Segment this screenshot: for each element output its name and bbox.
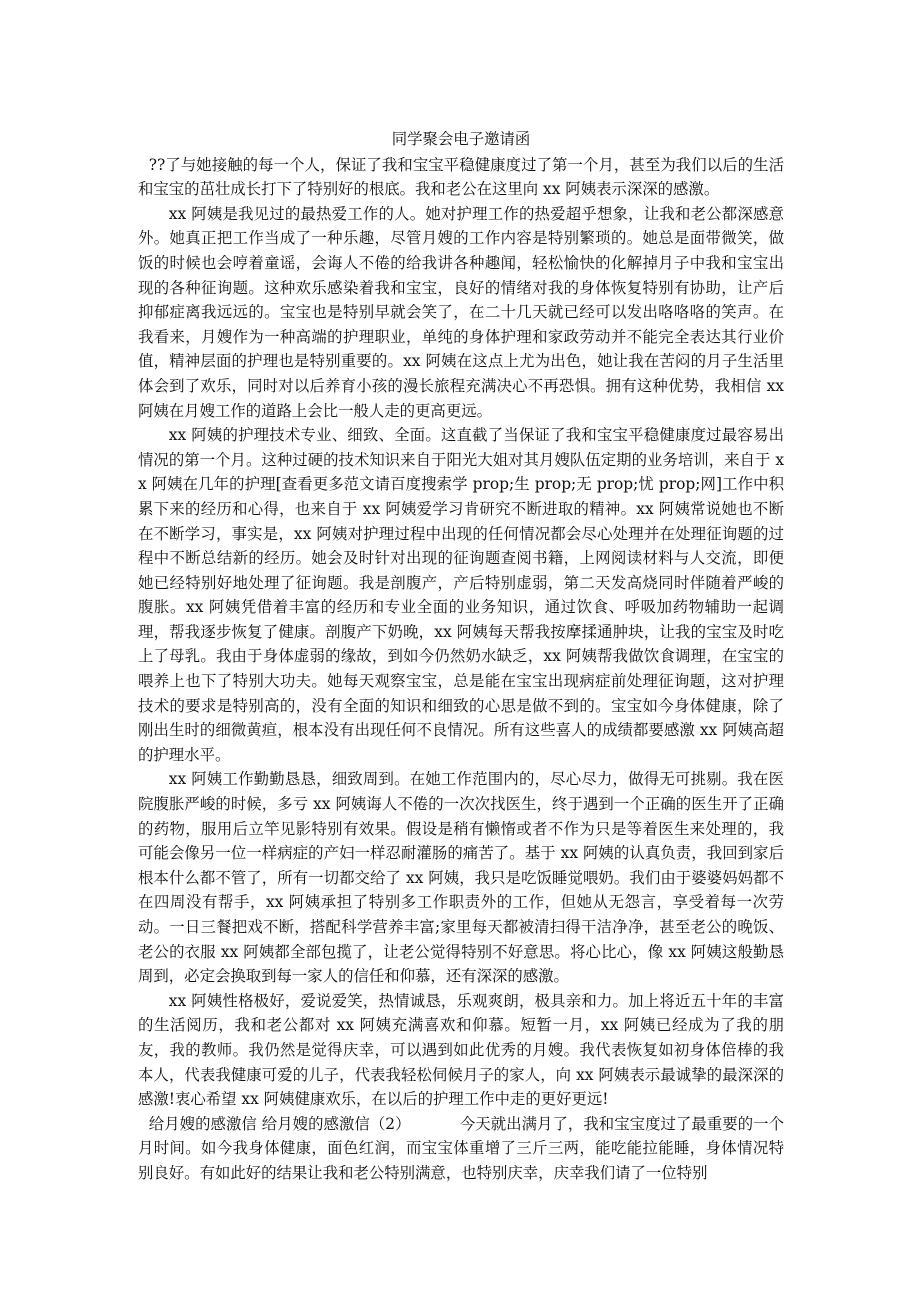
paragraph-1: ??了与她接触的每一个人，保证了我和宝宝平稳健康度过了第一个月，甚至为我们以后的生活和宝宝的茁壮成长打下了特别好的根底。我和老公在这里向 xx 阿姨表示深深的感激。 xyxy=(138,155,784,199)
document-title: 同学聚会电子邀请函 xyxy=(391,130,531,148)
letter-body: 今天就出满月了，我和宝宝度过了最重要的一个月时间。如今我身体健康，面色红润，而宝宝体重增了三斤三两，能吃能拉能睡，身体情况特别良好。有如此好的结果让我和老公特别满意，也特别庆幸，庆幸我们请了一位特别 xyxy=(138,1114,784,1182)
letter-heading: 给月嫂的感激信 给月嫂的感激信（2） xyxy=(148,1114,411,1133)
paragraph-2: xx 阿姨是我见过的最热爱工作的人。她对护理工作的热爱超乎想象，让我和老公都深感意外。她真正把工作当成了一种乐趣，尽管月嫂的工作内容是特别繁琐的。她总是面带微笑，做饭的时候也会哼着童谣，会诲人不倦的给我讲各种趣闻，轻松愉快的化解掉月子中我和宝宝出现的各种征询题。这种欢乐感染着我和宝宝，良好的情绪对我的身体恢复特别有协助，让产后抑郁症离我远远的。宝宝也是特别早就会笑了，在二十几天就已经可以发出咯咯咯的笑声。在我看来，月嫂作为一种高端的护理职业，单纯的身体护理和家政劳动并不能完全表达其行业价值，精神层面的护理也是特别重要的。xx 阿姨在这点上尤为出色，她让我在苦闷的月子生活里体会到了欢乐，同时对以后养育小孩的漫长旅程充满决心不再恐惧。拥有这种优势，我相信 xx 阿姨在月嫂工作的道路上会比一般人走的更高更远。 xyxy=(138,204,784,420)
document-body xyxy=(138,127,784,1186)
paragraph-5: xx 阿姨性格极好，爱说爱笑，热情诚恳，乐观爽朗，极具亲和力。加上将近五十年的丰富的生活阅历，我和老公都对 xx 阿姨充满喜欢和仰慕。短暂一月，xx 阿姨已经成为了我的朋友，我的教师。我仍然是觉得庆幸，可以遇到如此优秀的月嫂。我代表恢复如初身体倍棒的我本人，代表我健康可爱的儿子，代表我轻松伺候月子的家人，向 xx 阿姨表示最诚挚的最深深的感激!衷心希望 xx 阿姨健康欢乐，在以后的护理工作中走的更好更远! xyxy=(138,991,784,1109)
paragraph-3: xx 阿姨的护理技术专业、细致、全面。这直截了当保证了我和宝宝平稳健康度过最容易出情况的第一个月。这种过硬的技术知识来自于阳光大姐对其月嫂队伍定期的业务培训，来自于 xx 阿姨在几年的护理[查看更多范文请百度搜索学 prop;生 prop;无 prop;忧 prop;网]工作中积累下来的经历和心得，也来自于 xx 阿姨爱学习肯研究不断进取的精神。xx 阿姨常说她也不断在不断学习，事实是，xx 阿姨对护理过程中出现的任何情况都会尽心处理并在处理征询题的过程中不断总结新的经历。她会及时针对出现的征询题查阅书籍，上网阅读材料与人交流，即便她已经特别好地处理了征询题。我是剖腹产，产后特别虚弱，第二天发高烧同时伴随着严峻的腹胀。xx 阿姨凭借着丰富的经历和专业全面的业务知识，通过饮食、呼吸加药物辅助一起调理，帮我逐步恢复了健康。剖腹产下奶晚，xx 阿姨每天帮我按摩揉通肿块，让我的宝宝及时吃上了母乳。我由于身体虚弱的缘故，到如今仍然奶水缺乏，xx 阿姨帮我做饮食调理，在宝宝的喂养上也下了特别大功夫。她每天观察宝宝，总是能在宝宝出现病症前处理征询题，这对护理技术的要求是特别高的，没有全面的知识和细致的心思是做不到的。宝宝如今身体健康，除了刚出生时的细微黄疸，根本没有出现任何不良情况。所有这些喜人的成绩都要感激 xx 阿姨高超的护理水平。 xyxy=(138,426,784,764)
paragraph-4: xx 阿姨工作勤勤恳恳，细致周到。在她工作范围内的，尽心尽力，做得无可挑剔。我在医院腹胀严峻的时候，多亏 xx 阿姨诲人不倦的一次次找医生，终于遇到一个正确的医生开了正确的药物，服用后立竿见影特别有效果。假设是稍有懒惰或者不作为只是等着医生来处理的，我可能会像另一位一样病症的产妇一样忍耐灌肠的痛苦了。基于 xx 阿姨的认真负责，我回到家后根本什么都不管了，所有一切都交给了 xx 阿姨，我只是吃饭睡觉喂奶。我们由于婆婆妈妈都不在四周没有帮手，xx 阿姨承担了特别多工作职责外的工作，但她从无怨言，享受着每一次劳动。一日三餐把戏不断，搭配科学营养丰富;家里每天都被清扫得干洁净净，甚至老公的晚饭、老公的衣服 xx 阿姨都全部包揽了，让老公觉得特别不好意思。将心比心，像 xx 阿姨这般勤恳周到，必定会换取到每一家人的信任和仰慕，还有深深的感激。 xyxy=(138,770,784,986)
paragraph-6 xyxy=(138,1112,784,1186)
